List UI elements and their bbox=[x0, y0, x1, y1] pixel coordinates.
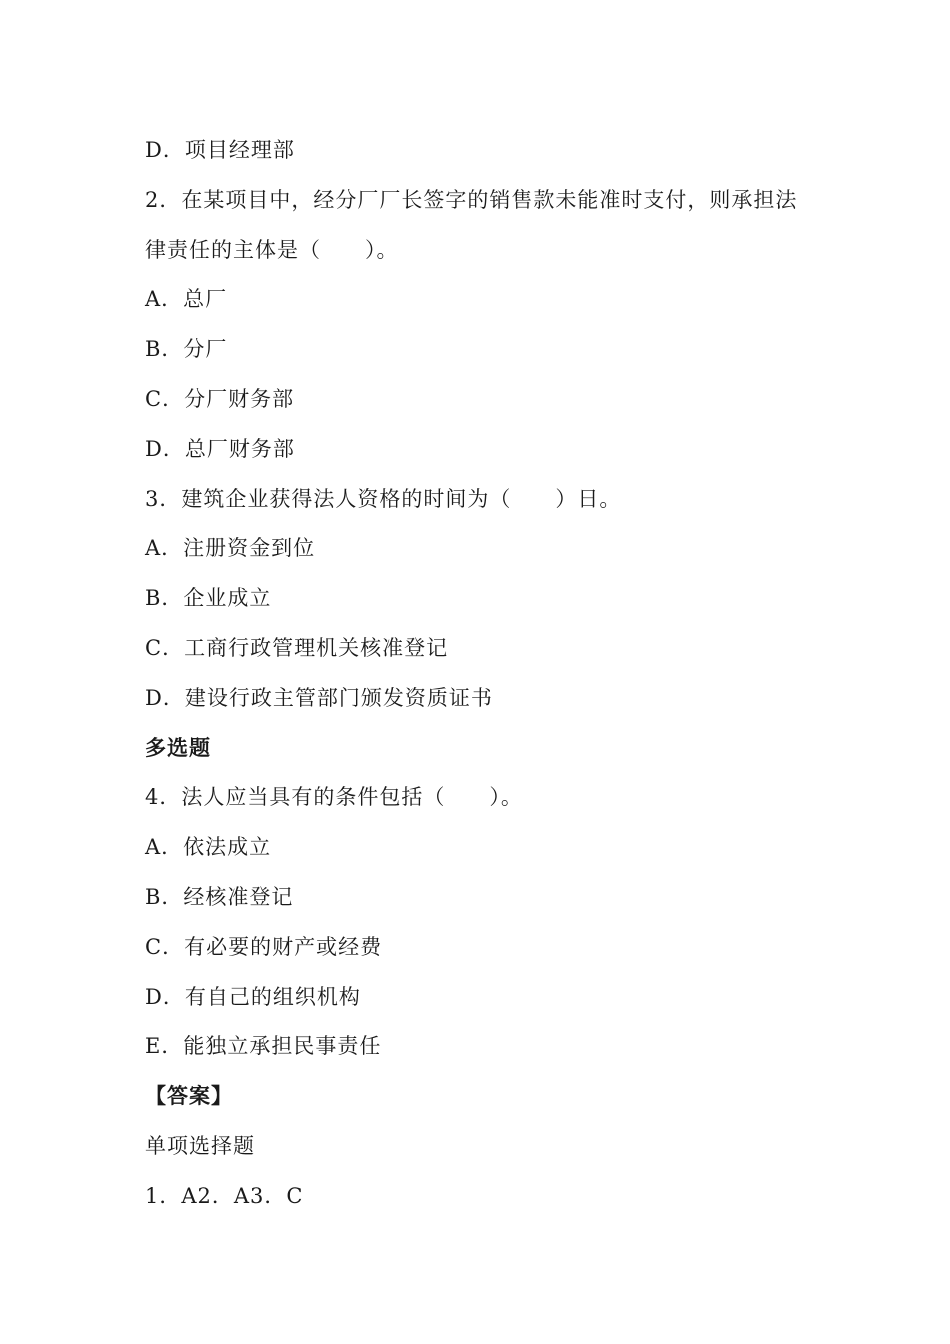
section-heading-multiple-choice: 多选题 bbox=[145, 735, 211, 760]
option-b-q2: B．分厂 bbox=[145, 337, 228, 362]
answer-key: 1．A2．A3．C bbox=[145, 1183, 304, 1208]
option-a-q4: A．依法成立 bbox=[145, 835, 272, 860]
question-3: 3．建筑企业获得法人资格的时间为（ ）日。 bbox=[145, 486, 622, 511]
option-c-q4: C．有必要的财产或经费 bbox=[145, 934, 383, 959]
option-b-q3: B．企业成立 bbox=[145, 586, 272, 611]
option-e-q4: E．能独立承担民事责任 bbox=[145, 1034, 382, 1059]
answer-heading: 【答案】 bbox=[145, 1084, 233, 1109]
option-c-q2: C．分厂财务部 bbox=[145, 386, 295, 411]
option-d-q1: D．项目经理部 bbox=[145, 138, 295, 162]
question-2-continued: 律责任的主体是（ ）。 bbox=[145, 237, 399, 262]
option-d-q3: D．建设行政主管部门颁发资质证书 bbox=[145, 685, 493, 710]
option-a-q2: A．总厂 bbox=[145, 287, 228, 312]
option-b-q4: B．经核准登记 bbox=[145, 884, 294, 909]
question-2: 2．在某项目中，经分厂厂长签字的销售款未能准时支付，则承担法 bbox=[145, 187, 798, 212]
option-a-q3: A．注册资金到位 bbox=[145, 536, 316, 561]
option-c-q3: C．工商行政管理机关核准登记 bbox=[145, 635, 449, 660]
option-d-q4: D．有自己的组织机构 bbox=[145, 984, 361, 1009]
answer-section-title: 单项选择题 bbox=[145, 1133, 255, 1158]
question-4: 4．法人应当具有的条件包括（ ）。 bbox=[145, 785, 523, 810]
document-page bbox=[145, 126, 825, 1222]
option-d-q2: D．总厂财务部 bbox=[145, 436, 295, 461]
